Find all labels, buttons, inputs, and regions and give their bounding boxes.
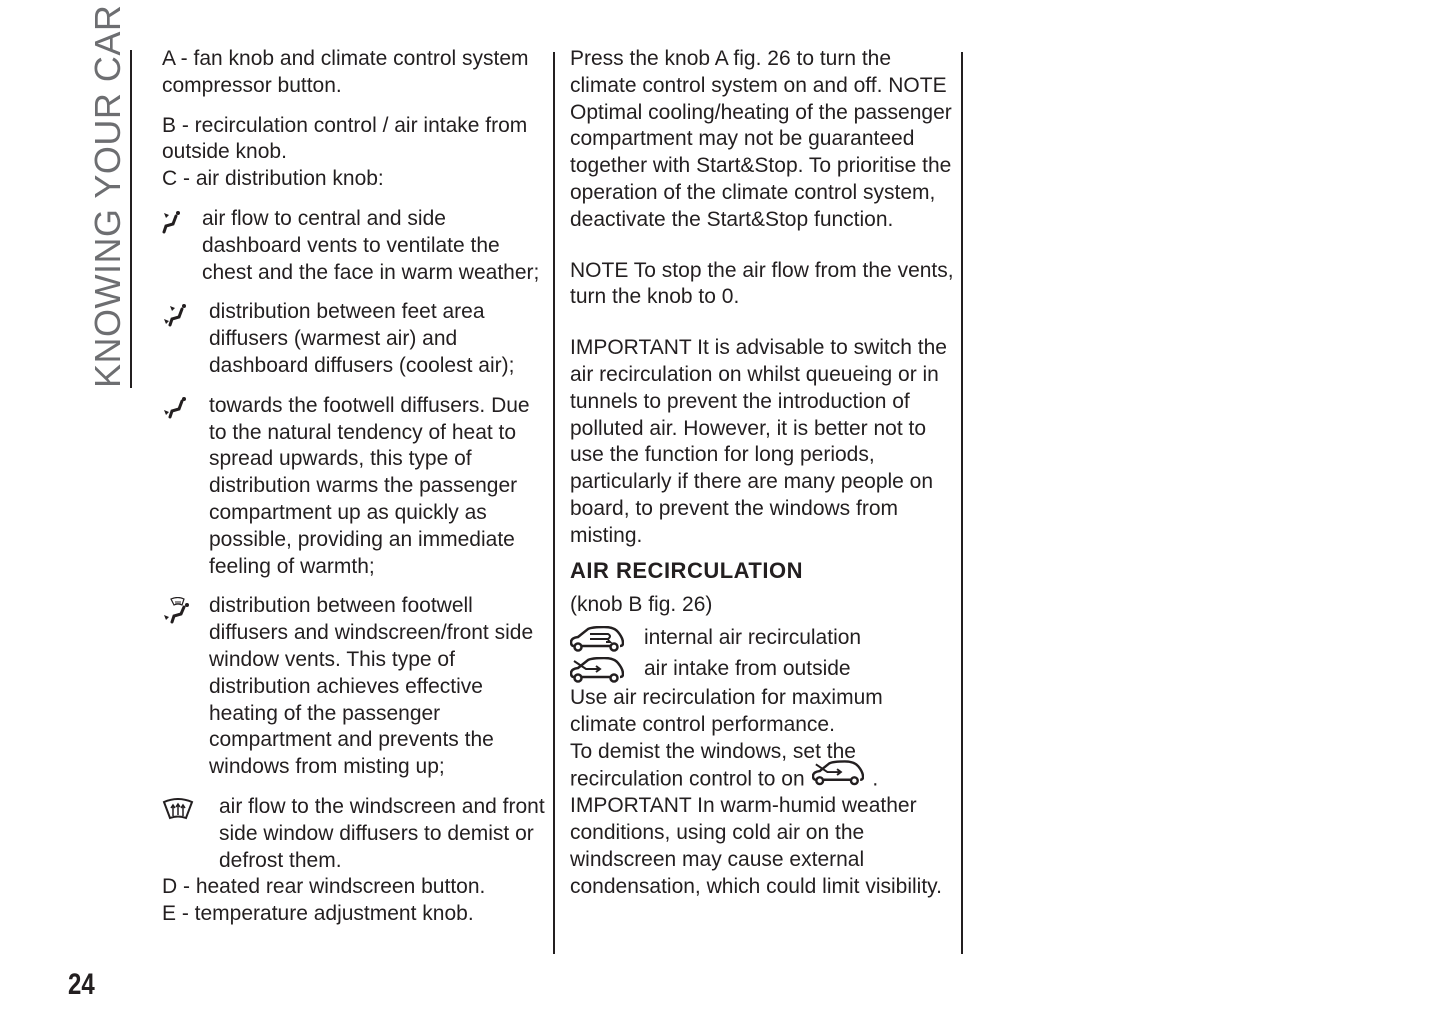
distribution-mode-feet <box>162 393 547 581</box>
item-b: B - recirculation control / air intake from outside knob. <box>162 113 528 164</box>
page-number: 24 <box>68 968 95 1001</box>
paragraph-knob-a: Press the knob A fig. 26 to turn the climate control system on and off. NOTE Optimal cooling/heating of the passenger compartment may not be guaranteed together with Start&Stop. To prioritise the operation of the climate control system, deactivate the Start&Stop function. <box>570 47 952 231</box>
distribution-mode-face-feet <box>162 299 547 379</box>
item-e: E - temperature adjustment knob. <box>162 902 474 926</box>
vent-feet-icon <box>162 393 209 421</box>
distribution-mode-text: air flow to the windscreen and front side window diffusers to demist or defrost them. <box>219 794 545 872</box>
distribution-mode-text: towards the footwell diffusers. Due to the natural tendency of heat to spread upwards, this type of distribution warms the passenger compartment up as quickly as possible, providing an immediate feeling of warmth; <box>209 393 530 578</box>
vent-feet-windscreen-icon <box>162 593 209 625</box>
section-title-rule <box>130 50 132 388</box>
item-d: D - heated rear windscreen button. <box>162 875 486 899</box>
outside-air-intake-icon <box>570 657 644 683</box>
recirc-mode-outside <box>570 654 955 685</box>
column-1 <box>162 46 547 928</box>
windscreen-defrost-icon <box>162 794 219 822</box>
paragraph-use-recirculation: Use air recirculation for maximum climate control performance. <box>570 686 883 736</box>
paragraph-important-recirculation: IMPORTANT It is advisable to switch the air recirculation on whilst queueing or in tunnels to prevent the introduction of polluted air. However, it is better not to use the function for long periods, particularly if there are many people on board, to prevent the windows from misting. <box>570 336 947 547</box>
item-c: C - air distribution knob: <box>162 167 384 191</box>
section-title: KNOWING YOUR CAR <box>87 4 128 388</box>
distribution-mode-text: air flow to central and side dashboard vents to ventilate the chest and the face in warm weather; <box>202 206 540 284</box>
column-divider <box>553 52 555 954</box>
distribution-mode-windscreen <box>162 794 547 874</box>
paragraph-note-airflow: NOTE To stop the air flow from the vents, turn the knob to 0. <box>570 258 954 309</box>
distribution-mode-feet-windscreen <box>162 593 547 781</box>
recirc-mode-text: internal air recirculation <box>644 626 862 650</box>
outside-air-intake-icon <box>812 760 864 794</box>
internal-recirculation-icon <box>570 626 644 652</box>
vent-face-icon <box>162 206 202 234</box>
paragraph-demist: To demist the windows, set the recirculation control to on . <box>570 739 955 794</box>
column-2 <box>570 46 955 901</box>
paragraph-important-condensation: IMPORTANT In warm-humid weather conditions, using cold air on the windscreen may cause external condensation, which could limit visibility. <box>570 794 942 898</box>
vent-face-feet-icon <box>162 299 209 329</box>
item-a: A - fan knob and climate control system compressor button. <box>162 47 529 97</box>
recirc-mode-text: air intake from outside <box>644 657 851 681</box>
section-subheading: (knob B fig. 26) <box>570 593 713 617</box>
distribution-mode-text: distribution between feet area diffusers (warmest air) and dashboard diffusers (coolest air); <box>209 300 515 377</box>
distribution-mode-text: distribution between footwell diffusers and windscreen/front side window vents. This type of distribution achieves effective heating of the passenger compartment and prevents the windows from misting up; <box>209 594 534 779</box>
section-heading: AIR RECIRCULATION <box>570 557 803 583</box>
distribution-mode-face <box>162 206 547 286</box>
recirc-mode-internal <box>570 623 955 654</box>
column-divider <box>961 52 963 954</box>
